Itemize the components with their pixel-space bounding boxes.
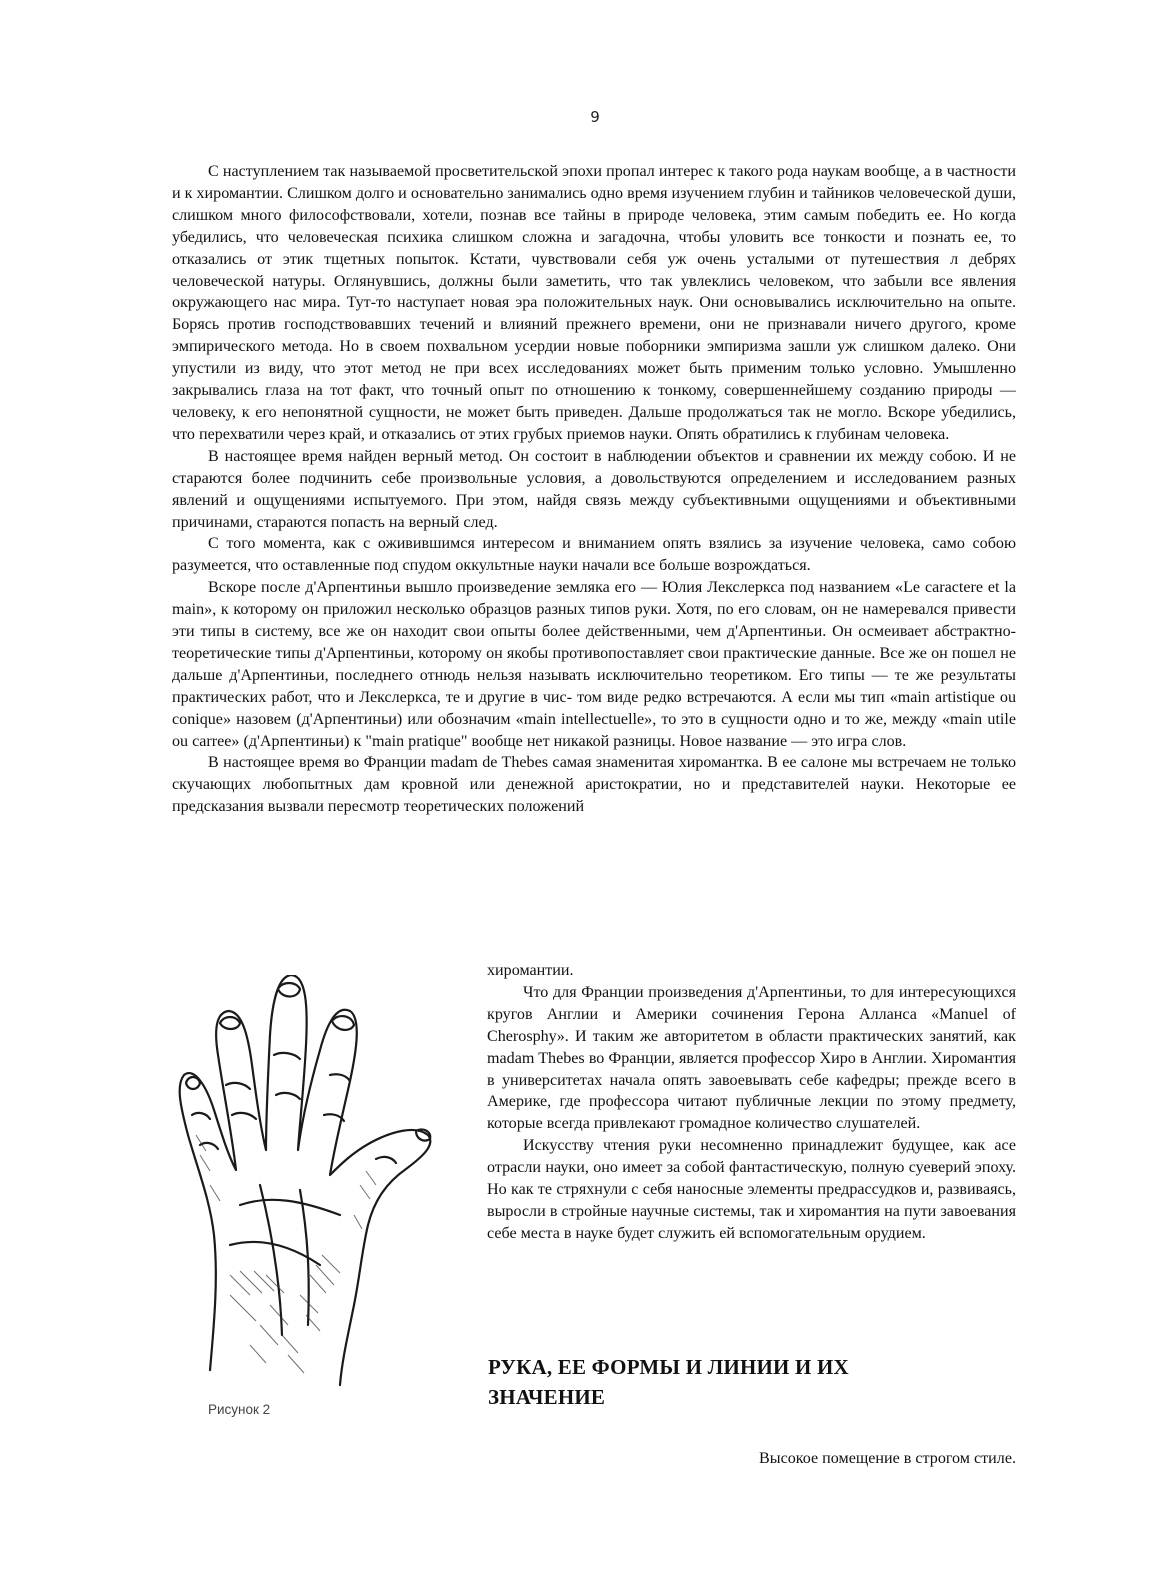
- epigraph: Высокое помещение в строгом стиле.: [759, 1450, 1016, 1467]
- page-number: 9: [590, 108, 600, 126]
- main-text-column: [172, 161, 1016, 818]
- paragraph-future: Искусству чтения руки несомненно принадлежит будущее, как асе отрасли науки, оно имеет за собой фантастическую, полную суеверий эпоху. Но как те стряхнули с себя наносные элементы предрассудков и, развиваясь, выросли в стройные научные системы, так и хиромантия на пути завоевания себе места в науке будет служить ей вспомогательным орудием.: [487, 1137, 1016, 1242]
- section-heading: РУКА, ЕЕ ФОРМЫ И ЛИНИИ И ИХ ЗНАЧЕНИЕ: [488, 1355, 849, 1409]
- paragraph-lexclerks: Вскоре после д'Арпентиньи вышло произведение земляка его — Юлия Лекслеркса под названием «Le caractere et la main», к которому он приложил несколько образцов разных типов руки. Хотя, по его словам, он не намеревался привести эти типы в систему, все же он находит свои опыты более действенными, чем д'Арпентиньи. Он осмеивает абстрактно-теоретические типы д'Арпентиньи, которому он якобы противопоставляет свои практические данные. Все же он пошел не дальше д'Арпентиньи, последнего отнюдь нельзя называть исключительно теоретиком. Его типы — те же результаты практических работ, что и Лекслеркса, те и другие в чис- том виде редко встречаются. А если мы тип «main artistique ou conique» назовем (д'Арпентиньи) или обозначим «main intellectuelle», то это в сущности одно и то же, между «main utile ou carree» (д'Арпентиньи) к "main pratique" вообще нет никакой разницы. Новое название — это игра слов.: [172, 579, 1016, 750]
- hand-illustration: [170, 975, 470, 1390]
- paragraph-england-america: Что для Франции произведения д'Арпентиньи, то для интересующихся кругов Англии и Америки сочинения Герона Алланса «Manuel of Cherosphy». И таким же авторитетом в области практических занятий, как madam Thebes во Франции, является профессор Хиро в Англии. Хиромантия в университетах начала опять завоевывать себе кафедры; прежде всего в Америке, где профессора читают публичные лекции по этому предмету, которые всегда привлекают громадное количество слушателей.: [487, 983, 1016, 1133]
- hand-drawing-icon: [170, 975, 470, 1390]
- figure-caption: Рисунок 2: [208, 1402, 271, 1417]
- paragraph-madam-thebes: В настоящее время во Франции madam de Thebes самая знаменитая хиромантка. В ее салоне мы встречаем не только скучающих любопытных дам кровной или денежной аристократии, но и представителей науки. Некоторые ее предсказания вызвали пересмотр теоретических положений: [172, 754, 1016, 816]
- right-text-column: [487, 960, 1016, 1245]
- paragraph-enlightenment: С наступлением так называемой просветительской эпохи пропал интерес к такого рода наукам вообще, а в частности и к хиромантии. Слишком долго и основательно занимались одно время изучением глубин и тайников человеческой души, слишком много философствовали, хотели, познав все тайны в природе человека, этим самым победить ее. Но когда убедились, что человеческая психика слишком сложна и загадочна, чтобы уловить все тонкости и познать ее, то отказались от этик тщетных попыток. Кстати, чувствовали себя уж очень усталыми от путешествия л дебрях человеческой натуры. Оглянувшись, должны были заметить, что так увлеклись человеком, что забыли все явления окружающего нас мира. Тут-то наступает новая эра положительных наук. Они основывались исключительно на опыте. Борясь против господствовавших течений и влияний прежнего времени, они не признавали ничего другого, кроме эмпирического метода. Но в своем похвальном усердии новые поборники эмпиризма зашли уж слишком далеко. Они упустили из виду, что этот метод не при всех исследованиях может быть применим только условно. Умышленно закрывались глаза на тот факт, что точный опыт по отношению к тонкому, совершеннейшему созданию природы — человеку, к его непонятной сущности, не может быть приведен. Дальше продолжаться так не могло. Вскоре убедились, что перехватили через край, и отказались от этих грубых приемов науки. Опять обратились к глубинам человека.: [172, 163, 1016, 443]
- paragraph-continuation: хиромантии.: [487, 962, 574, 979]
- paragraph-method: В настоящее время найден верный метод. Он состоит в наблюдении объектов и сравнении их между собою. И не стараются более подчинить себе произвольные условия, а довольствуются определением и исследованием разных явлений и ощущениями испытуемого. При этом, найдя связь между субъективными ощущениями и объективными причинами, стараются попасть на верный след.: [172, 447, 1016, 531]
- paragraph-occult-revival: С того момента, как с оживившимся интересом и вниманием опять взялись за изучение человека, само собою разумеется, что оставленные под спудом оккультные науки начали все больше возрождаться.: [172, 535, 1016, 575]
